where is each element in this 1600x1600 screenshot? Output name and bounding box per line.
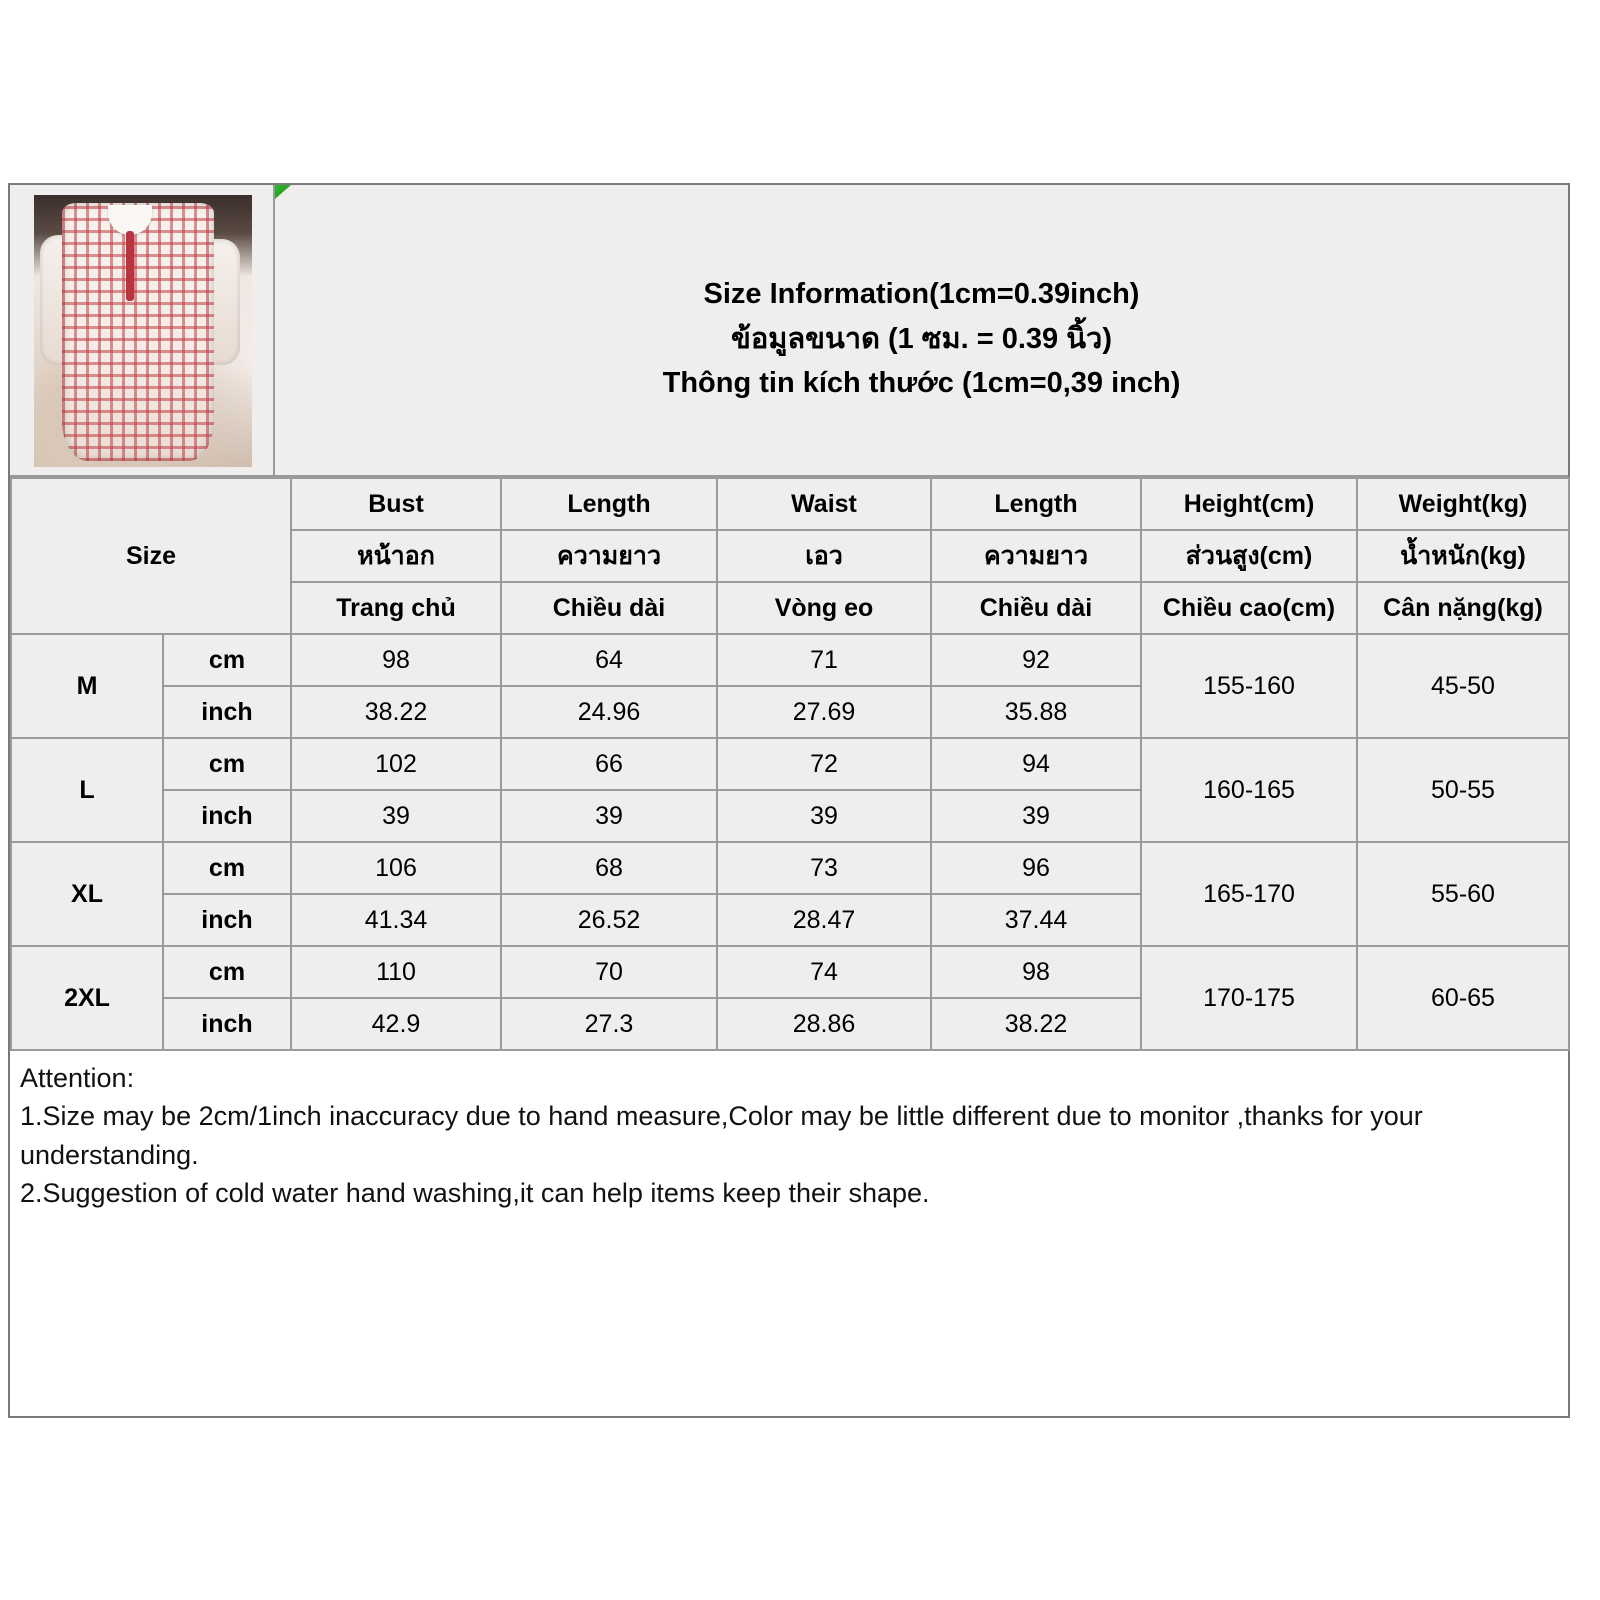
title-line-vi: Thông tin kích thước (1cm=0,39 inch) bbox=[662, 367, 1181, 400]
cell-m-cm-bust: 98 bbox=[291, 634, 501, 686]
cell-m-cm-waist: 71 bbox=[717, 634, 931, 686]
cell-l-inch-waist: 39 bbox=[717, 790, 931, 842]
header-band bbox=[10, 185, 1568, 477]
cell-2xl-cm-length2: 98 bbox=[931, 946, 1141, 998]
col-header-length1-vi: Chiều dài bbox=[501, 582, 717, 634]
cell-l-height: 160-165 bbox=[1141, 738, 1357, 842]
row-size-label-2xl: 2XL bbox=[11, 946, 163, 1050]
row-size-label-m: M bbox=[11, 634, 163, 738]
size-chart-sheet bbox=[8, 183, 1570, 1418]
col-header-waist-th: เอว bbox=[717, 530, 931, 582]
cell-l-inch-length1: 39 bbox=[501, 790, 717, 842]
row-unit-cm-xl: cm bbox=[163, 842, 291, 894]
attention-line-1: 1.Size may be 2cm/1inch inaccuracy due to hand measure,Color may be little different due to monitor ,thanks for your understanding. bbox=[20, 1101, 1423, 1170]
col-header-bust-vi: Trang chủ bbox=[291, 582, 501, 634]
col-header-length2-th: ความยาว bbox=[931, 530, 1141, 582]
col-header-weight-th: น้ำหนัก(kg) bbox=[1357, 530, 1569, 582]
cell-m-inch-bust: 38.22 bbox=[291, 686, 501, 738]
cell-xl-cm-bust: 106 bbox=[291, 842, 501, 894]
row-unit-cm-l: cm bbox=[163, 738, 291, 790]
cell-xl-inch-bust: 41.34 bbox=[291, 894, 501, 946]
cell-xl-height: 165-170 bbox=[1141, 842, 1357, 946]
product-photo bbox=[34, 195, 252, 467]
col-header-height-en: Height(cm) bbox=[1141, 478, 1357, 530]
table-header-row-en bbox=[11, 478, 1569, 530]
col-header-waist-en: Waist bbox=[717, 478, 931, 530]
table-row bbox=[11, 634, 1569, 686]
row-unit-inch-xl: inch bbox=[163, 894, 291, 946]
title-line-th: ข้อมูลขนาด (1 ซม. = 0.39 นิ้ว) bbox=[731, 322, 1112, 355]
cell-2xl-weight: 60-65 bbox=[1357, 946, 1569, 1050]
row-unit-cm-2xl: cm bbox=[163, 946, 291, 998]
photo-ribbon bbox=[126, 231, 134, 301]
col-header-length2-vi: Chiều dài bbox=[931, 582, 1141, 634]
size-header-cell: Size bbox=[11, 478, 291, 634]
cell-m-weight: 45-50 bbox=[1357, 634, 1569, 738]
size-table bbox=[10, 477, 1570, 1051]
cell-l-cm-length2: 94 bbox=[931, 738, 1141, 790]
cell-2xl-height: 170-175 bbox=[1141, 946, 1357, 1050]
row-unit-inch-m: inch bbox=[163, 686, 291, 738]
row-unit-cm-m: cm bbox=[163, 634, 291, 686]
row-unit-inch-l: inch bbox=[163, 790, 291, 842]
cell-2xl-inch-waist: 28.86 bbox=[717, 998, 931, 1050]
col-header-bust-en: Bust bbox=[291, 478, 501, 530]
cell-m-cm-length2: 92 bbox=[931, 634, 1141, 686]
cell-xl-inch-length2: 37.44 bbox=[931, 894, 1141, 946]
cell-xl-cm-length2: 96 bbox=[931, 842, 1141, 894]
cell-l-weight: 50-55 bbox=[1357, 738, 1569, 842]
col-header-length1-en: Length bbox=[501, 478, 717, 530]
cell-m-cm-length1: 64 bbox=[501, 634, 717, 686]
table-row bbox=[11, 738, 1569, 790]
col-header-height-vi: Chiều cao(cm) bbox=[1141, 582, 1357, 634]
row-size-label-xl: XL bbox=[11, 842, 163, 946]
cell-m-inch-length1: 24.96 bbox=[501, 686, 717, 738]
col-header-bust-th: หน้าอก bbox=[291, 530, 501, 582]
cell-2xl-inch-bust: 42.9 bbox=[291, 998, 501, 1050]
row-size-label-l: L bbox=[11, 738, 163, 842]
attention-block bbox=[10, 1051, 1568, 1212]
col-header-weight-en: Weight(kg) bbox=[1357, 478, 1569, 530]
attention-line-2: 2.Suggestion of cold water hand washing,it can help items keep their shape. bbox=[20, 1177, 930, 1208]
cell-2xl-inch-length2: 38.22 bbox=[931, 998, 1141, 1050]
col-header-waist-vi: Vòng eo bbox=[717, 582, 931, 634]
title-line-en: Size Information(1cm=0.39inch) bbox=[703, 277, 1140, 310]
cell-xl-cm-length1: 68 bbox=[501, 842, 717, 894]
cell-2xl-cm-length1: 70 bbox=[501, 946, 717, 998]
cell-l-cm-bust: 102 bbox=[291, 738, 501, 790]
cell-m-height: 155-160 bbox=[1141, 634, 1357, 738]
photo-dress bbox=[62, 203, 214, 461]
cell-2xl-cm-bust: 110 bbox=[291, 946, 501, 998]
cell-l-inch-bust: 39 bbox=[291, 790, 501, 842]
cell-l-cm-length1: 66 bbox=[501, 738, 717, 790]
product-photo-cell bbox=[10, 185, 275, 475]
cell-2xl-inch-length1: 27.3 bbox=[501, 998, 717, 1050]
title-cell bbox=[275, 185, 1568, 475]
table-row bbox=[11, 946, 1569, 998]
cell-m-inch-length2: 35.88 bbox=[931, 686, 1141, 738]
table-row bbox=[11, 842, 1569, 894]
cell-xl-inch-waist: 28.47 bbox=[717, 894, 931, 946]
row-unit-inch-2xl: inch bbox=[163, 998, 291, 1050]
cell-xl-inch-length1: 26.52 bbox=[501, 894, 717, 946]
col-header-length1-th: ความยาว bbox=[501, 530, 717, 582]
cell-xl-weight: 55-60 bbox=[1357, 842, 1569, 946]
cell-2xl-cm-waist: 74 bbox=[717, 946, 931, 998]
col-header-weight-vi: Cân nặng(kg) bbox=[1357, 582, 1569, 634]
col-header-height-th: ส่วนสูง(cm) bbox=[1141, 530, 1357, 582]
cell-l-cm-waist: 72 bbox=[717, 738, 931, 790]
cell-xl-cm-waist: 73 bbox=[717, 842, 931, 894]
col-header-length2-en: Length bbox=[931, 478, 1141, 530]
attention-heading: Attention: bbox=[20, 1063, 135, 1093]
cell-l-inch-length2: 39 bbox=[931, 790, 1141, 842]
cell-m-inch-waist: 27.69 bbox=[717, 686, 931, 738]
